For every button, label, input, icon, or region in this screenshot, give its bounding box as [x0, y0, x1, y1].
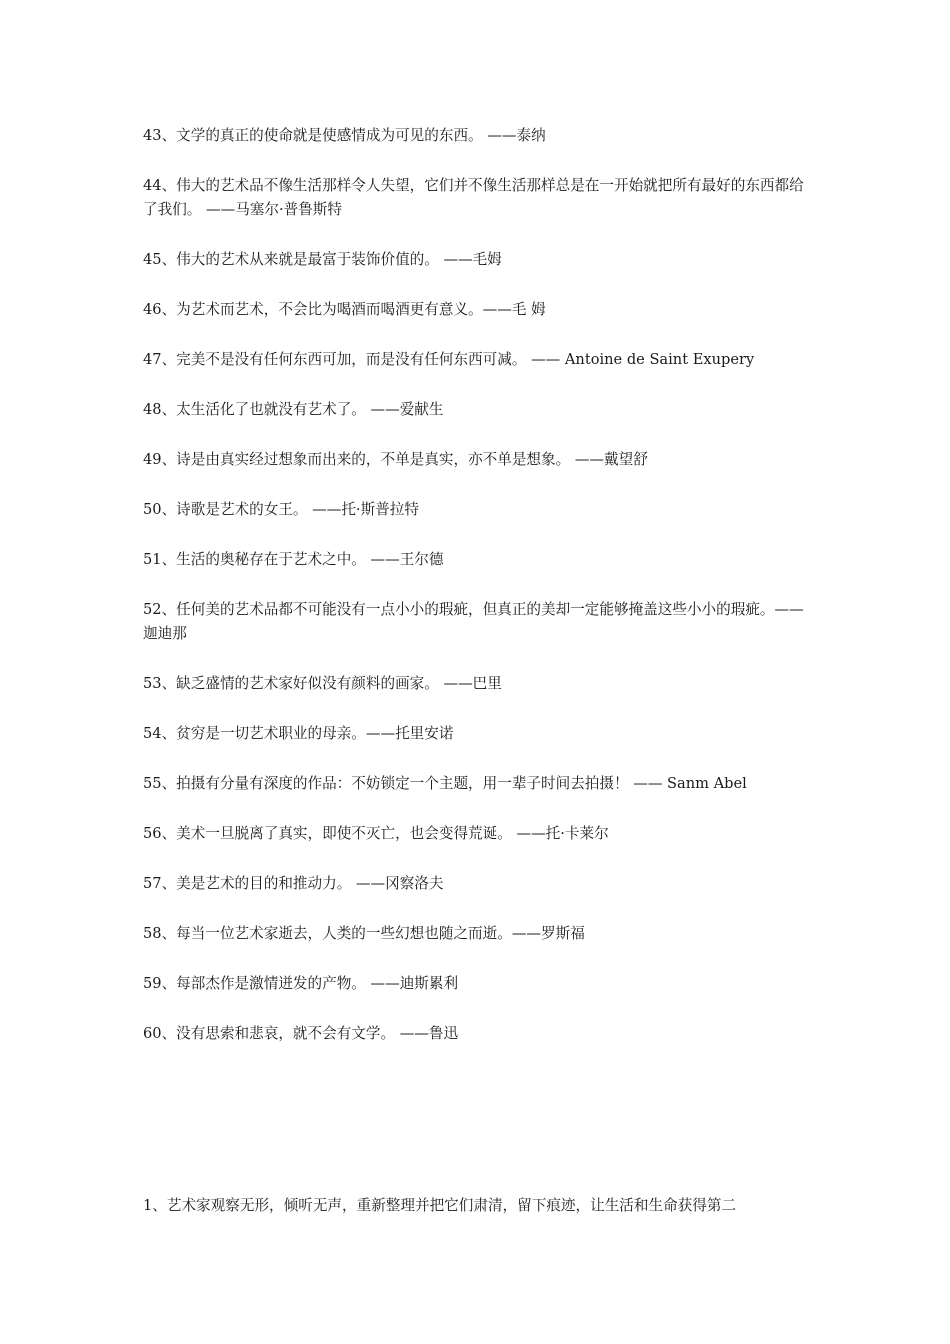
quote-text: 拍摄有分量有深度的作品：不妨锁定一个主题，用一辈子时间去拍摄！ —— Sanm Abel	[176, 775, 747, 792]
quote-number: 43、	[143, 127, 177, 144]
quote-text: 美是艺术的目的和推动力。 ——冈察洛夫	[176, 875, 444, 892]
quote-57	[143, 872, 811, 896]
quote-text: 生活的奥秘存在于艺术之中。 ——王尔德	[176, 551, 444, 568]
quote-number: 59、	[143, 975, 177, 992]
quote-text: 诗是由真实经过想象而出来的，不单是真实，亦不单是想象。 ——戴望舒	[176, 451, 648, 468]
quote-list	[143, 124, 811, 1072]
quote-number: 1、	[143, 1197, 167, 1214]
quote-59	[143, 972, 811, 996]
quote-text: 完美不是没有任何东西可加，而是没有任何东西可减。 —— Antoine de Saint Exupery	[176, 351, 755, 368]
quote-text: 为艺术而艺术，不会比为喝酒而喝酒更有意义。——毛 姆	[176, 301, 546, 318]
quote-text: 任何美的艺术品都不可能没有一点小小的瑕疵，但真正的美却一定能够掩盖这些小小的瑕疵。——迦迪那	[143, 601, 804, 642]
next-section-first-line	[143, 1194, 811, 1218]
quote-text: 诗歌是艺术的女王。 ——托·斯普拉特	[176, 501, 419, 518]
quote-number: 48、	[143, 401, 177, 418]
quote-43	[143, 124, 811, 148]
quote-number: 58、	[143, 925, 177, 942]
quote-number: 57、	[143, 875, 177, 892]
quote-53	[143, 672, 811, 696]
quote-number: 47、	[143, 351, 177, 368]
quote-text: 贫穷是一切艺术职业的母亲。——托里安诺	[176, 725, 454, 742]
quote-48	[143, 398, 811, 422]
quote-number: 55、	[143, 775, 177, 792]
quote-52	[143, 598, 811, 646]
quote-44	[143, 174, 811, 222]
quote-number: 52、	[143, 601, 177, 618]
quote-number: 60、	[143, 1025, 177, 1042]
quote-50	[143, 498, 811, 522]
quote-text: 伟大的艺术品不像生活那样令人失望，它们并不像生活那样总是在一开始就把所有最好的东西都给了我们。 ——马塞尔·普鲁斯特	[143, 177, 804, 218]
quote-text: 没有思索和悲哀，就不会有文学。 ——鲁迅	[176, 1025, 459, 1042]
quote-56	[143, 822, 811, 846]
quote-text: 每部杰作是激情迸发的产物。 ——迪斯累利	[176, 975, 459, 992]
quote-number: 51、	[143, 551, 177, 568]
quote-58	[143, 922, 811, 946]
quote-number: 46、	[143, 301, 177, 318]
quote-number: 53、	[143, 675, 177, 692]
quote-51	[143, 548, 811, 572]
quote-46	[143, 298, 811, 322]
quote-60	[143, 1022, 811, 1046]
quote-text: 美术一旦脱离了真实，即使不灭亡，也会变得荒诞。 ——托·卡莱尔	[176, 825, 609, 842]
quote-number: 54、	[143, 725, 177, 742]
quote-text: 伟大的艺术从来就是最富于装饰价值的。 ——毛姆	[176, 251, 502, 268]
quote-text: 每当一位艺术家逝去，人类的一些幻想也随之而逝。——罗斯福	[176, 925, 585, 942]
quote-number: 45、	[143, 251, 177, 268]
quote-55	[143, 772, 811, 796]
quote-47	[143, 348, 811, 372]
quote-54	[143, 722, 811, 746]
quote-text: 艺术家观察无形，倾听无声，重新整理并把它们肃清，留下痕迹，让生活和生命获得第二	[166, 1197, 737, 1214]
quote-number: 50、	[143, 501, 177, 518]
quote-49	[143, 448, 811, 472]
quote-text: 文学的真正的使命就是使感情成为可见的东西。 ——泰纳	[176, 127, 546, 144]
quote-number: 56、	[143, 825, 177, 842]
quote-45	[143, 248, 811, 272]
quote-number: 44、	[143, 177, 177, 194]
quote-text: 缺乏盛情的艺术家好似没有颜料的画家。 ——巴里	[176, 675, 502, 692]
quote-text: 太生活化了也就没有艺术了。 ——爱献生	[176, 401, 444, 418]
quote-number: 49、	[143, 451, 177, 468]
